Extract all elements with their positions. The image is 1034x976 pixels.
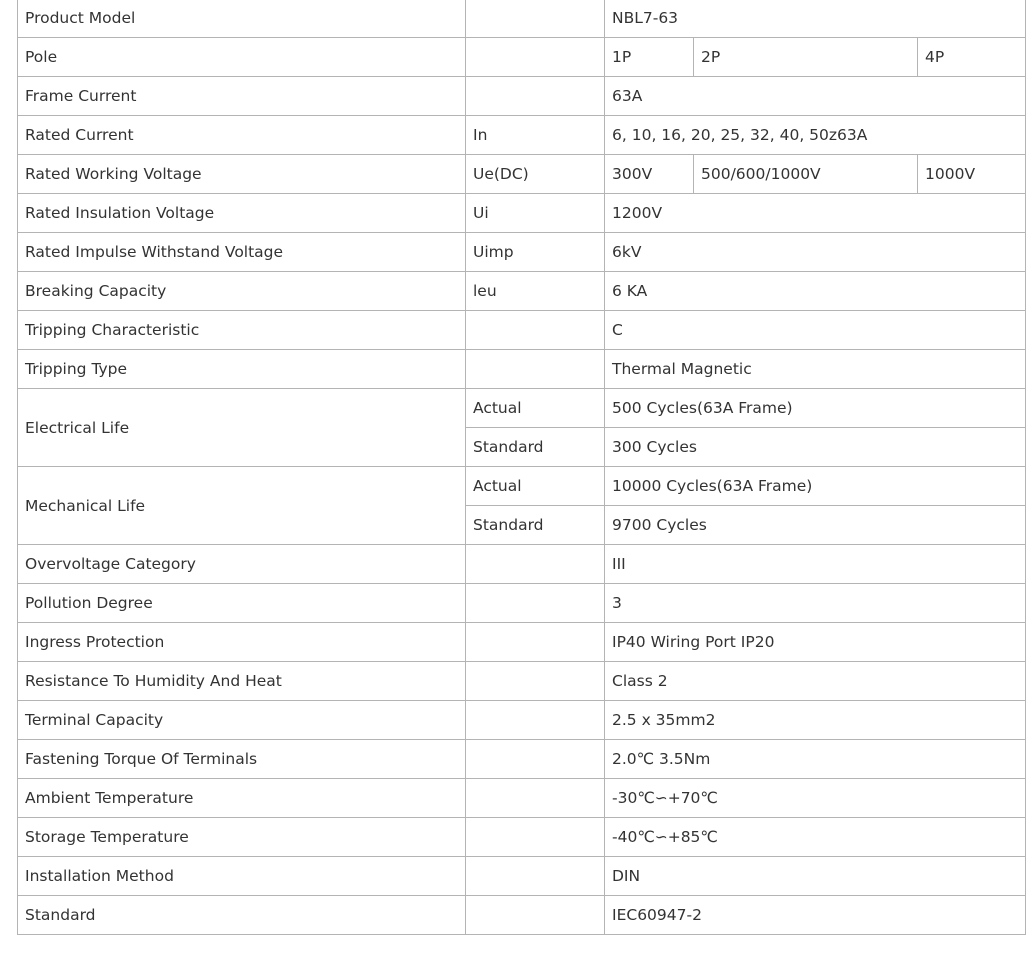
label-cell: Resistance To Humidity And Heat xyxy=(18,662,466,701)
symbol-cell xyxy=(466,896,605,935)
value-cell: Class 2 xyxy=(605,662,1026,701)
table-row-mechanical-life-actual xyxy=(18,467,1026,506)
value-cell: -30℃∽+70℃ xyxy=(605,779,1026,818)
symbol-cell: Actual xyxy=(466,467,605,506)
value-cell: 63A xyxy=(605,77,1026,116)
label-cell: Installation Method xyxy=(18,857,466,896)
value-cell: 6, 10, 16, 20, 25, 32, 40, 50z63A xyxy=(605,116,1026,155)
symbol-cell xyxy=(466,77,605,116)
value-cell: 3 xyxy=(605,584,1026,623)
symbol-cell: In xyxy=(466,116,605,155)
label-cell: Terminal Capacity xyxy=(18,701,466,740)
table-row-standard xyxy=(18,896,1026,935)
table-row-installation-method xyxy=(18,857,1026,896)
symbol-cell xyxy=(466,311,605,350)
label-cell: Rated Insulation Voltage xyxy=(18,194,466,233)
value-cell: 2.0℃ 3.5Nm xyxy=(605,740,1026,779)
label-cell: Tripping Type xyxy=(18,350,466,389)
value-cell: -40℃∽+85℃ xyxy=(605,818,1026,857)
symbol-cell: Standard xyxy=(466,506,605,545)
symbol-cell xyxy=(466,38,605,77)
symbol-cell: Standard xyxy=(466,428,605,467)
label-cell: Frame Current xyxy=(18,77,466,116)
table-row-storage-temperature xyxy=(18,818,1026,857)
table-row-electrical-life-actual xyxy=(18,389,1026,428)
symbol-cell xyxy=(466,662,605,701)
table-row-rated-working-voltage xyxy=(18,155,1026,194)
label-cell: Rated Impulse Withstand Voltage xyxy=(18,233,466,272)
symbol-cell: Uimp xyxy=(466,233,605,272)
value-cell-4p: 4P xyxy=(918,38,1026,77)
symbol-cell xyxy=(466,0,605,38)
value-cell-1p: 300V xyxy=(605,155,694,194)
value-cell: 1200V xyxy=(605,194,1026,233)
symbol-cell xyxy=(466,779,605,818)
value-cell: NBL7-63 xyxy=(605,0,1026,38)
symbol-cell xyxy=(466,584,605,623)
table-row-terminal-capacity xyxy=(18,701,1026,740)
value-cell: Thermal Magnetic xyxy=(605,350,1026,389)
symbol-cell: Ui xyxy=(466,194,605,233)
symbol-cell xyxy=(466,350,605,389)
value-cell: DIN xyxy=(605,857,1026,896)
label-cell: Electrical Life xyxy=(18,389,466,467)
label-cell: Standard xyxy=(18,896,466,935)
value-cell-4p: 1000V xyxy=(918,155,1026,194)
symbol-cell: Ue(DC) xyxy=(466,155,605,194)
symbol-cell xyxy=(466,623,605,662)
symbol-cell xyxy=(466,701,605,740)
table-row-pole xyxy=(18,38,1026,77)
symbol-cell xyxy=(466,740,605,779)
label-cell: Rated Current xyxy=(18,116,466,155)
value-cell: 10000 Cycles(63A Frame) xyxy=(605,467,1026,506)
table-row-ambient-temperature xyxy=(18,779,1026,818)
table-row-rated-current xyxy=(18,116,1026,155)
value-cell: 500 Cycles(63A Frame) xyxy=(605,389,1026,428)
value-cell: 6 KA xyxy=(605,272,1026,311)
label-cell: Product Model xyxy=(18,0,466,38)
table-row-product-model xyxy=(18,0,1026,38)
symbol-cell: Actual xyxy=(466,389,605,428)
table-row-humidity-heat xyxy=(18,662,1026,701)
value-cell: C xyxy=(605,311,1026,350)
table-row-pollution-degree xyxy=(18,584,1026,623)
label-cell: Fastening Torque Of Terminals xyxy=(18,740,466,779)
value-cell: IEC60947-2 xyxy=(605,896,1026,935)
label-cell: Pollution Degree xyxy=(18,584,466,623)
label-cell: Storage Temperature xyxy=(18,818,466,857)
label-cell: Tripping Characteristic xyxy=(18,311,466,350)
value-cell: 6kV xyxy=(605,233,1026,272)
table-row-rated-impulse-voltage xyxy=(18,233,1026,272)
spec-table xyxy=(17,0,1026,935)
value-cell: 9700 Cycles xyxy=(605,506,1026,545)
table-row-breaking-capacity xyxy=(18,272,1026,311)
symbol-cell xyxy=(466,857,605,896)
table-row-fastening-torque xyxy=(18,740,1026,779)
table-row-tripping-type xyxy=(18,350,1026,389)
value-cell: III xyxy=(605,545,1026,584)
symbol-cell xyxy=(466,545,605,584)
label-cell: Mechanical Life xyxy=(18,467,466,545)
value-cell: 300 Cycles xyxy=(605,428,1026,467)
symbol-cell: leu xyxy=(466,272,605,311)
label-cell: Pole xyxy=(18,38,466,77)
table-row-overvoltage-category xyxy=(18,545,1026,584)
value-cell-2p: 2P xyxy=(694,38,918,77)
table-row-tripping-characteristic xyxy=(18,311,1026,350)
label-cell: Ambient Temperature xyxy=(18,779,466,818)
table-row-ingress-protection xyxy=(18,623,1026,662)
label-cell: Overvoltage Category xyxy=(18,545,466,584)
value-cell: IP40 Wiring Port IP20 xyxy=(605,623,1026,662)
label-cell: Breaking Capacity xyxy=(18,272,466,311)
value-cell-2p: 500/600/1000V xyxy=(694,155,918,194)
value-cell: 2.5 x 35mm2 xyxy=(605,701,1026,740)
symbol-cell xyxy=(466,818,605,857)
value-cell-1p: 1P xyxy=(605,38,694,77)
label-cell: Rated Working Voltage xyxy=(18,155,466,194)
label-cell: Ingress Protection xyxy=(18,623,466,662)
table-row-frame-current xyxy=(18,77,1026,116)
table-row-rated-insulation-voltage xyxy=(18,194,1026,233)
